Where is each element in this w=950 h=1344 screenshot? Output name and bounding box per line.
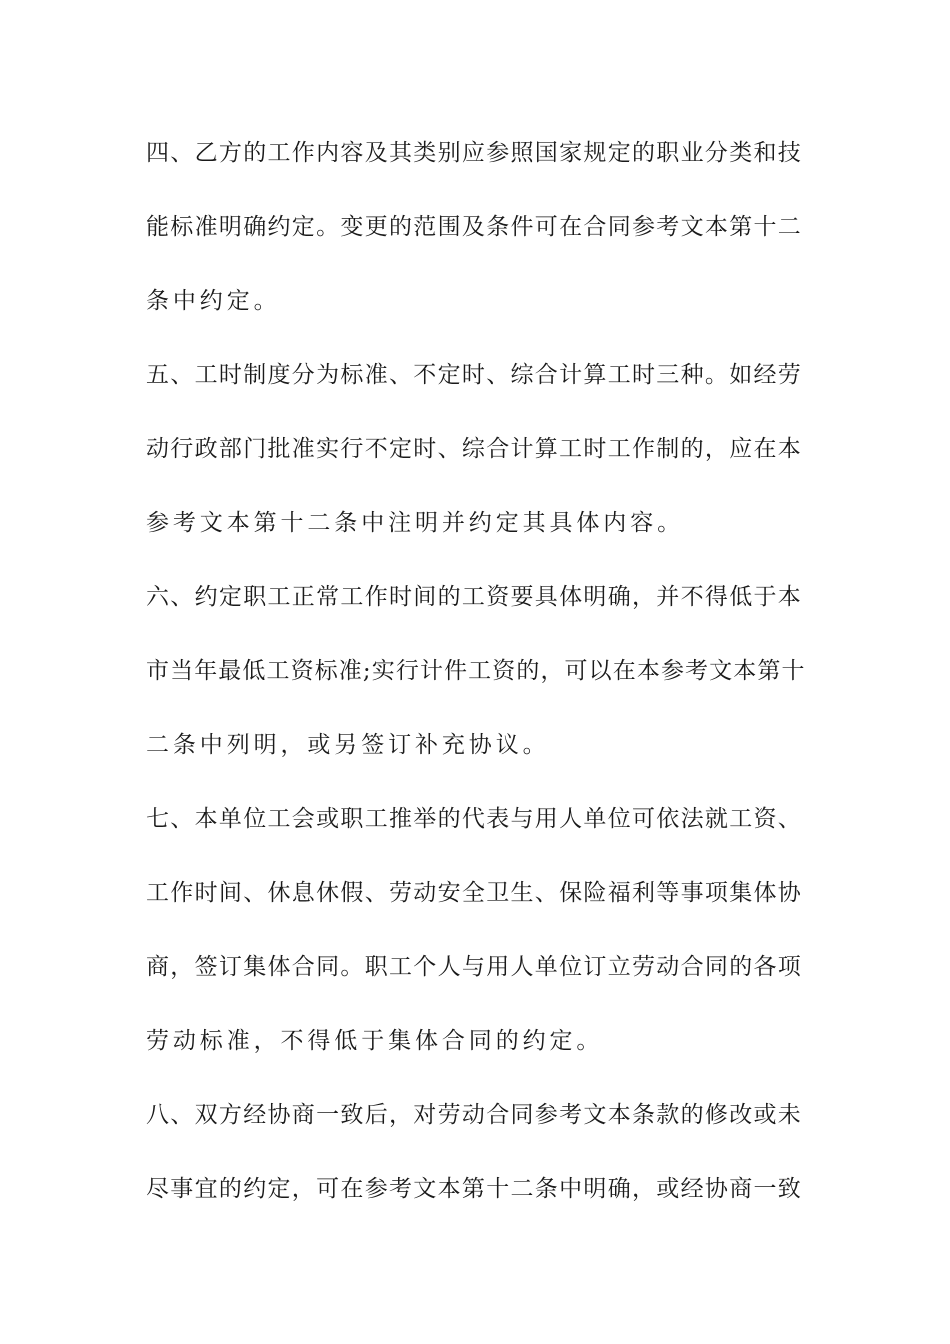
text-line: 六、约定职工正常工作时间的工资要具体明确，并不得低于本	[146, 584, 803, 610]
text-line: 五、工时制度分为标准、不定时、综合计算工时三种。如经劳	[146, 362, 803, 388]
text-line: 工作时间、休息休假、劳动安全卫生、保险福利等事项集体协	[146, 880, 803, 906]
text-line: 劳动标准，不得低于集体合同的约定。	[146, 1028, 604, 1054]
text-line: 二条中列明，或另签订补充协议。	[146, 732, 550, 758]
text-line: 动行政部门批准实行不定时、综合计算工时工作制的，应在本	[146, 436, 803, 462]
text-line: 四、乙方的工作内容及其类别应参照国家规定的职业分类和技	[146, 140, 803, 166]
text-line: 尽事宜的约定，可在参考文本第十二条中明确，或经协商一致	[146, 1176, 803, 1202]
text-line: 能标准明确约定。变更的范围及条件可在合同参考文本第十二	[146, 214, 803, 240]
text-line: 市当年最低工资标准;实行计件工资的，可以在本参考文本第十	[146, 658, 806, 684]
document-body	[146, 126, 806, 1236]
text-line: 条中约定。	[146, 288, 281, 314]
text-line: 八、双方经协商一致后，对劳动合同参考文本条款的修改或未	[146, 1102, 803, 1128]
text-line: 七、本单位工会或职工推举的代表与用人单位可依法就工资、	[146, 806, 803, 832]
text-line: 参考文本第十二条中注明并约定其具体内容。	[146, 510, 684, 536]
text-line: 商，签订集体合同。职工个人与用人单位订立劳动合同的各项	[146, 954, 803, 980]
